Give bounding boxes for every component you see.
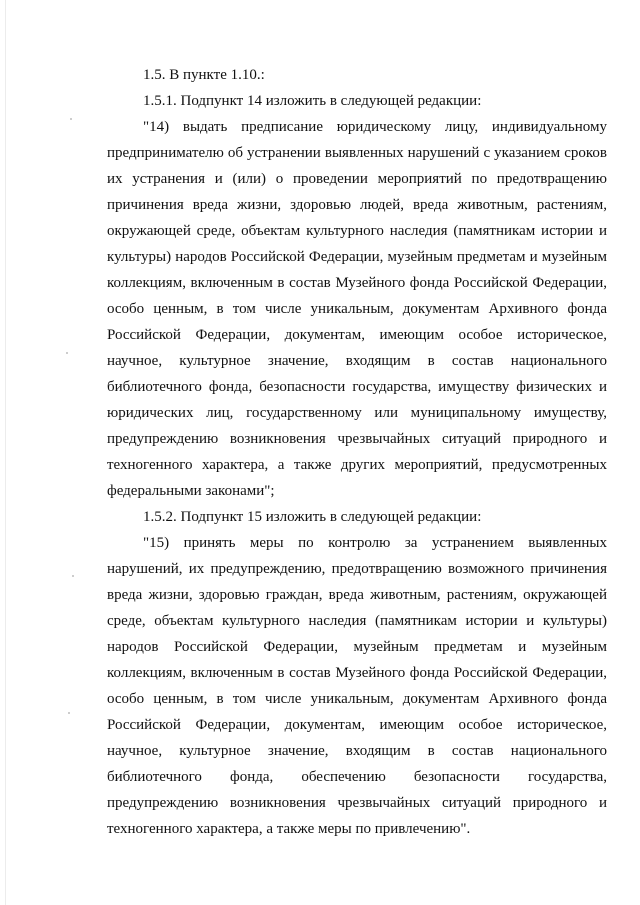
paragraph-item-15: "15) принять меры по контролю за устранением выявленных нарушений, их предупреждению, предотвращению возможного причинения вреда жизни, здоровью граждан, вреда животным, растениям, окружающей среде, объектам культурного наследия (памятникам истории и культуры) народов Российской Федерации, музейным предметам и музейным коллекциям, включенным в состав Музейного фонда Российской Федерации, особо ценным, в том числе уникальным, документам Архивного фонда Российской Федерации, документам, имеющим особое историческое, научное, культурное значение, входящим в состав национального библиотечного фонда, обеспечению безопасности государства, предупреждению возникновения чрезвычайных ситуаций природного и техногенного характера, а также меры по привлечению". [107, 535, 607, 837]
scan-artifact [5, 0, 6, 905]
section-heading-1-5: 1.5. В пункте 1.10.: [143, 67, 265, 83]
paragraph-item-14: "14) выдать предписание юридическому лицу, индивидуальному предпринимателю об устранении выявленных нарушений с указанием сроков их устранения и (или) о проведении мероприятий по предотвращению причинения вреда жизни, здоровью людей, вреда животным, растениям, окружающей среде, объектам культурного наследия (памятникам истории и культуры) народов Российской Федерации, музейным предметам и музейным коллекциям, включенным в состав Музейного фонда Российской Федерации, особо ценным, в том числе уникальным, документам Архивного фонда Российской Федерации, документам, имеющим особое историческое, научное, культурное значение, входящим в состав национального библиотечного фонда, безопасности государства, имуществу физических и юридических лиц, государственному или муниципальному имуществу, предупреждению возникновения чрезвычайных ситуаций природного и техногенного характера, а также других мероприятий, предусмотренных федеральными законами"; [107, 119, 607, 499]
scan-artifact [66, 352, 68, 354]
scan-artifact [72, 575, 74, 577]
document-body [107, 62, 607, 842]
scan-artifact [68, 712, 70, 714]
subsection-heading-1-5-2: 1.5.2. Подпункт 15 изложить в следующей редакции: [143, 509, 482, 525]
scan-artifact [70, 118, 72, 120]
subsection-heading-1-5-1: 1.5.1. Подпункт 14 изложить в следующей редакции: [143, 93, 482, 109]
